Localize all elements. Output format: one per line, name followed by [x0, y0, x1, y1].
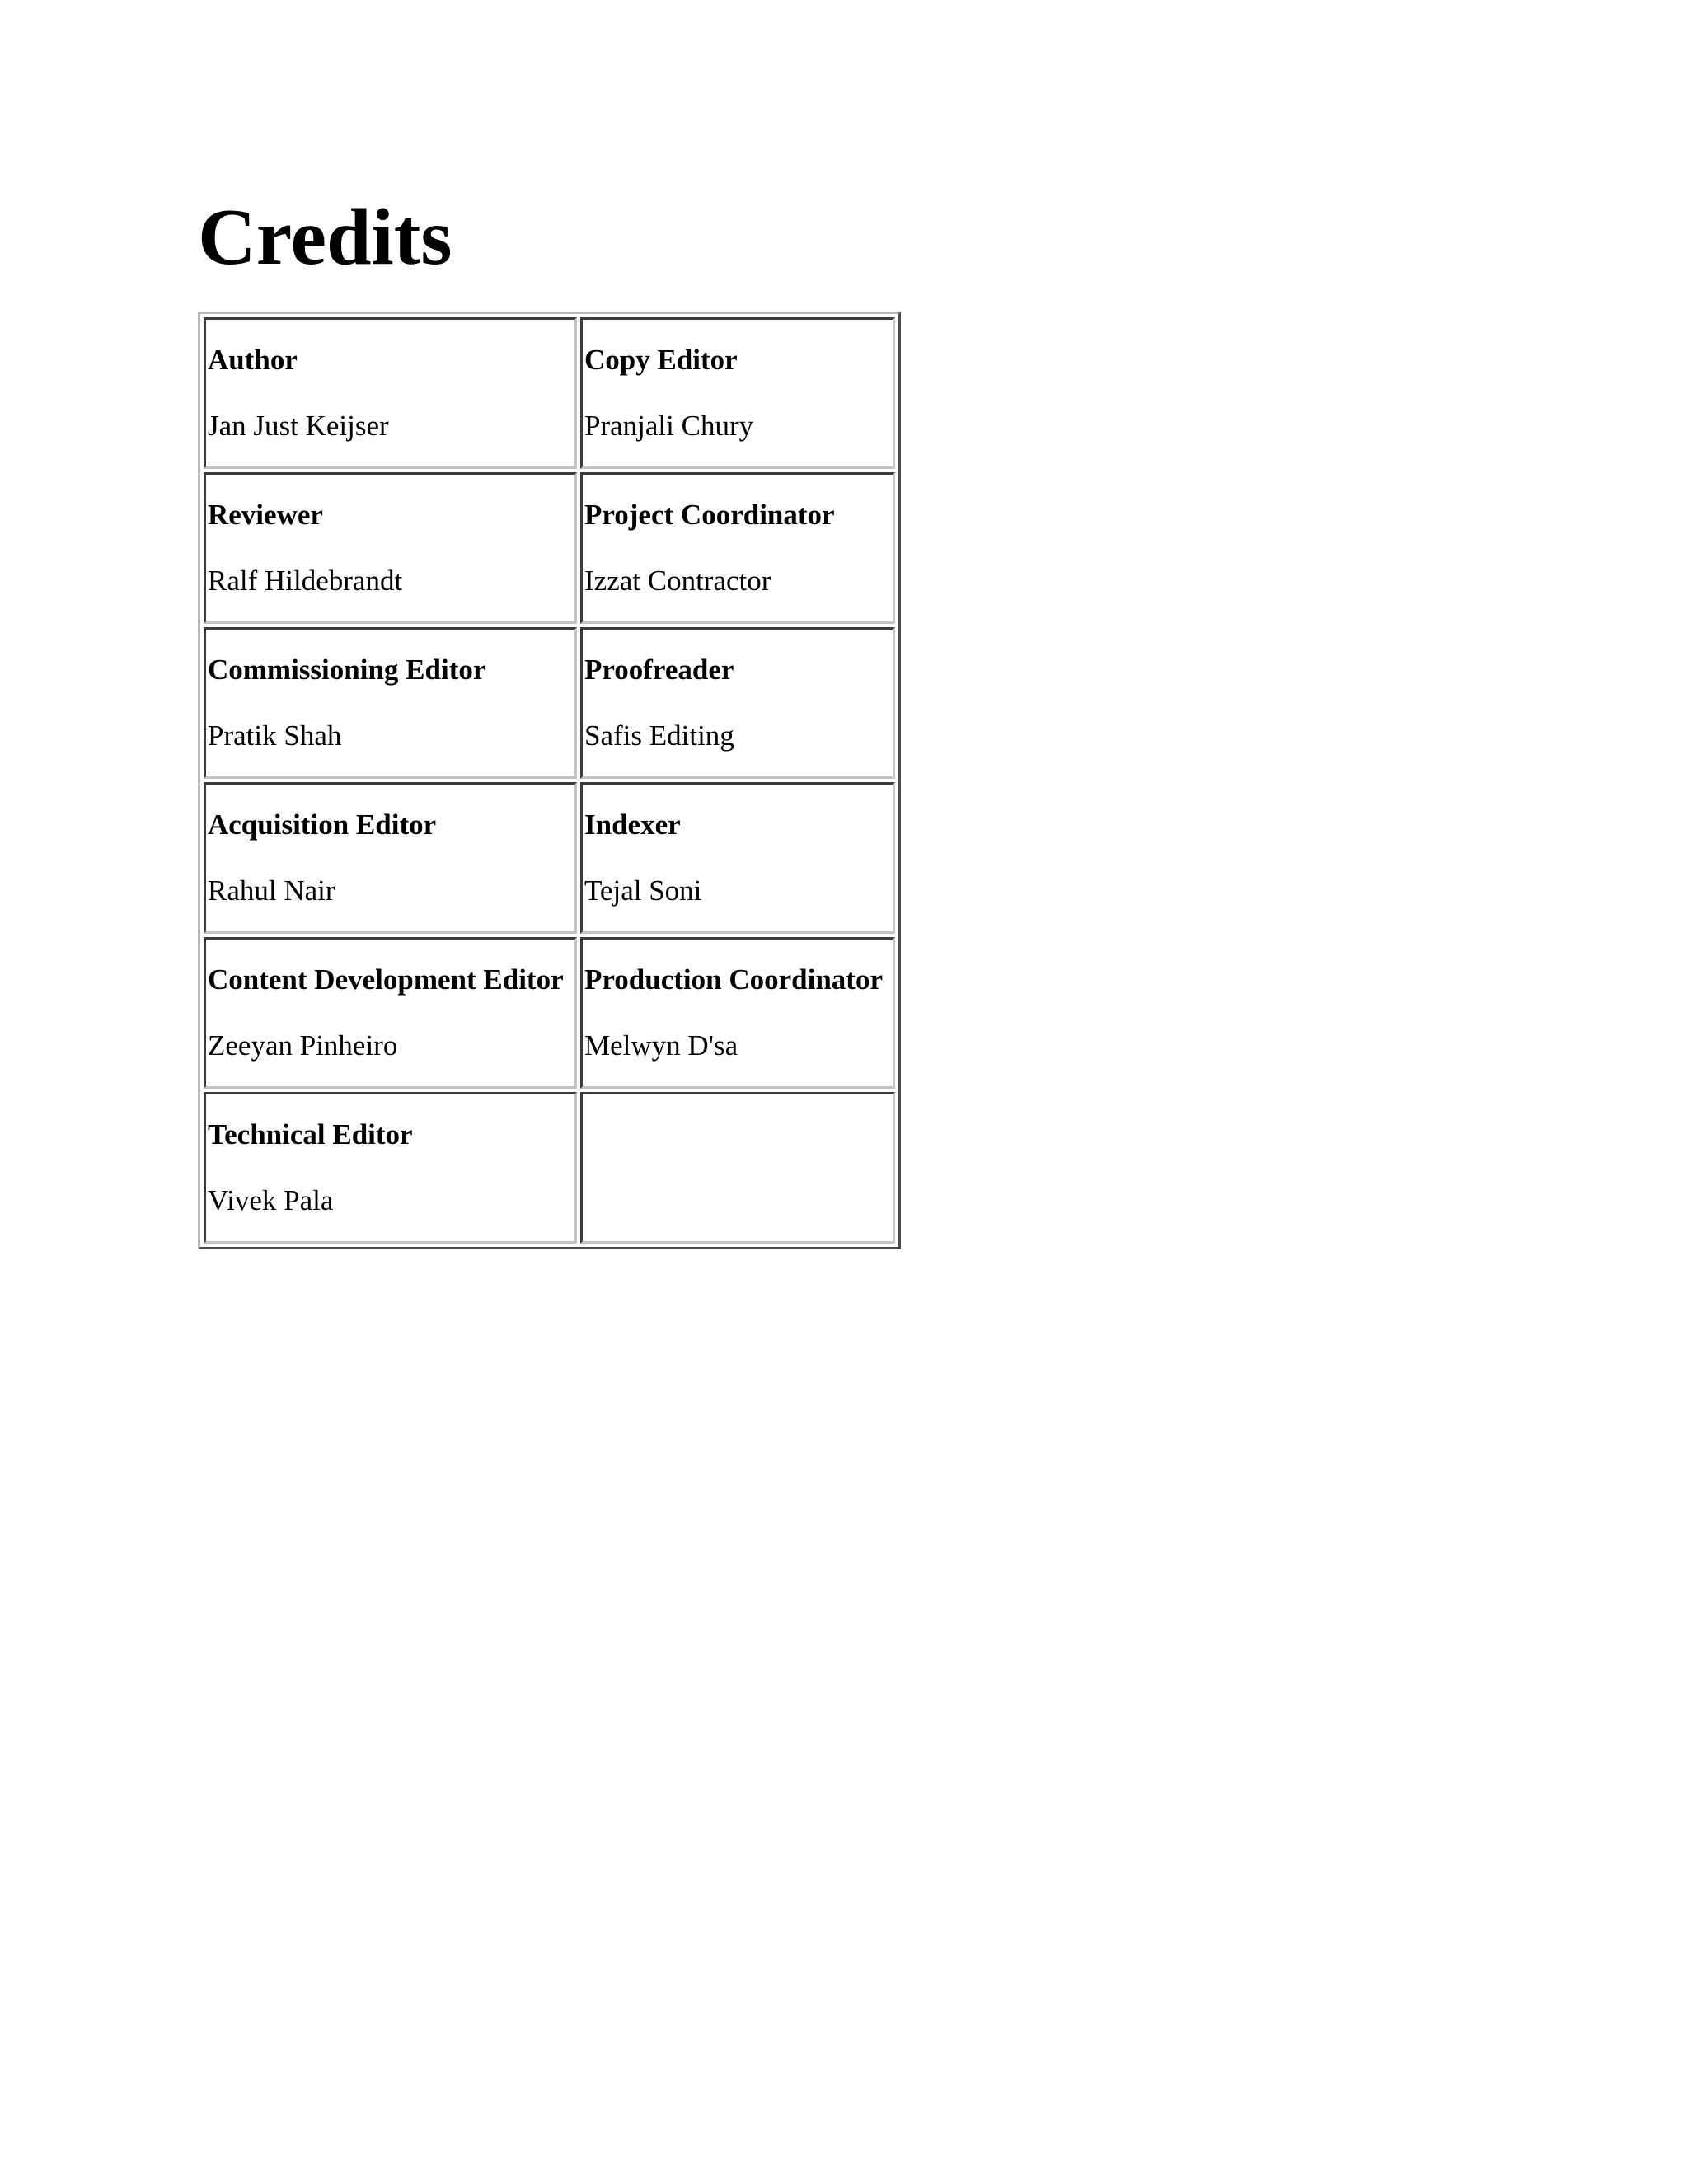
credit-cell	[580, 937, 895, 1089]
credit-role: Commissioning Editor	[208, 654, 486, 686]
credit-role: Indexer	[584, 808, 681, 841]
credit-cell	[204, 1092, 577, 1244]
credit-role: Technical Editor	[208, 1118, 413, 1151]
credit-role: Acquisition Editor	[208, 808, 437, 841]
credit-role: Author	[208, 344, 298, 376]
table-row	[204, 1092, 895, 1244]
credit-cell	[580, 472, 895, 624]
credit-name: Zeeyan Pinheiro	[208, 1029, 398, 1062]
credit-role: Production Coordinator	[584, 963, 883, 996]
credits-table	[198, 312, 901, 1249]
page-title: Credits	[198, 193, 452, 282]
credit-name: Ralf Hildebrandt	[208, 565, 403, 597]
credit-name: Pratik Shah	[208, 719, 342, 752]
table-row	[204, 937, 895, 1089]
credit-name: Melwyn D'sa	[584, 1029, 738, 1062]
table-row	[204, 317, 895, 469]
credit-role: Copy Editor	[584, 344, 738, 376]
credit-cell	[204, 937, 577, 1089]
credit-cell	[580, 627, 895, 779]
credit-cell	[204, 317, 577, 469]
empty-cell	[580, 1092, 895, 1244]
credit-role: Project Coordinator	[584, 499, 835, 531]
credit-role: Proofreader	[584, 654, 734, 686]
credit-cell	[204, 472, 577, 624]
table-row	[204, 782, 895, 934]
credit-cell	[580, 317, 895, 469]
credit-name: Tejal Soni	[584, 874, 702, 907]
credit-name: Rahul Nair	[208, 874, 335, 907]
table-row	[204, 472, 895, 624]
credit-name: Izzat Contractor	[584, 565, 771, 597]
credit-name: Pranjali Chury	[584, 410, 754, 442]
credit-name: Vivek Pala	[208, 1184, 334, 1216]
credit-cell	[580, 782, 895, 934]
credit-role: Content Development Editor	[208, 963, 564, 996]
credit-cell	[204, 627, 577, 779]
credit-cell	[204, 782, 577, 934]
table-row	[204, 627, 895, 779]
credit-role: Reviewer	[208, 499, 323, 531]
credit-name: Jan Just Keijser	[208, 410, 389, 442]
credit-name: Safis Editing	[584, 719, 734, 752]
